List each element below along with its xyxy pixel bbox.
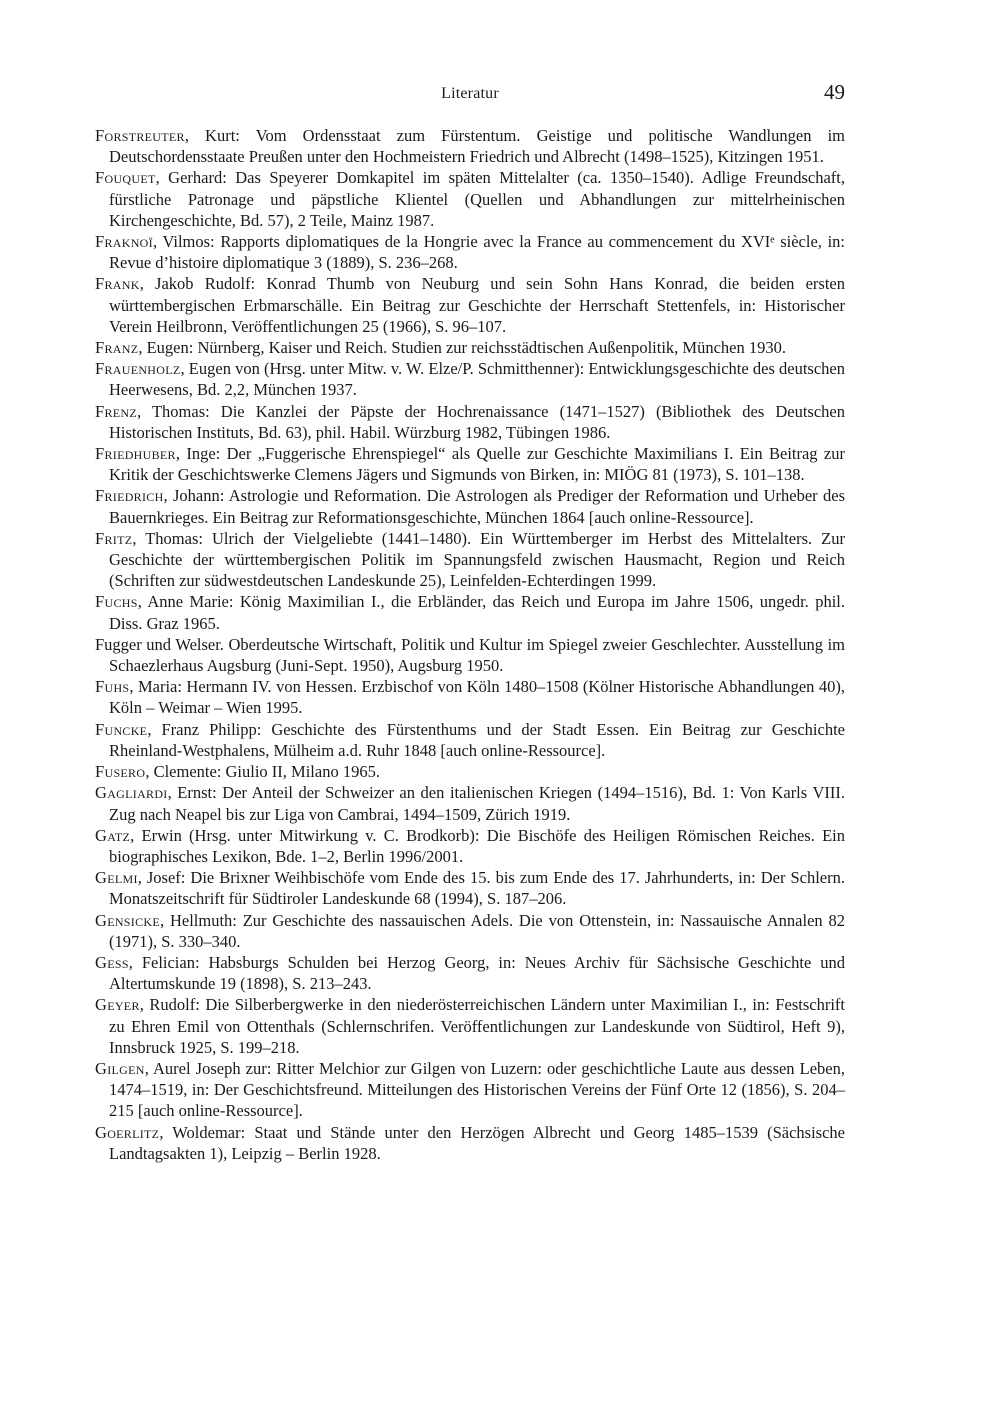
entry-text: , Felician: Habsburgs Schulden bei Herzog Georg, in: Neues Archiv für Sächsische Geschichte und Altertumskunde 19 (1898), S. 213–243.	[109, 952, 845, 994]
bibliography-entry	[95, 358, 845, 400]
entry-text: , Hellmuth: Zur Geschichte des nassauischen Adels. Die von Ottenstein, in: Nassauische Annalen 82 (1971), S. 330–340.	[109, 910, 845, 951]
entry-author: Fuhs	[95, 677, 130, 697]
running-head	[95, 80, 845, 108]
entry-author: Forstreuter	[95, 126, 185, 145]
page-number: 49	[824, 80, 845, 104]
entry-author: Fouquet	[95, 168, 156, 188]
entry-text: , Kurt: Vom Ordensstaat zum Fürstentum. Geistige und politische Wandlungen im Deutschordensstaate Preußen unter den Hochmeistern Friedrich und Albrecht (1498–1525), Kitzingen 1951.	[109, 126, 845, 167]
entry-text: , Maria: Hermann IV. von Hessen. Erzbischof von Köln 1480–1508 (Kölner Historische Abhandlungen 40), Köln – Weimar – Wien 1995.	[109, 677, 845, 718]
entry-author: Friedrich	[95, 486, 164, 506]
bibliography-entry	[95, 167, 845, 231]
entry-author: Frauenholz	[95, 359, 181, 379]
entry-author: Gatz	[95, 825, 131, 845]
entry-text: , Eugen: Nürnberg, Kaiser und Reich. Studien zur reichsstädtischen Außenpolitik, München 1930.	[138, 338, 786, 358]
bibliography-entry	[95, 401, 845, 443]
entry-author: Funcke	[95, 719, 148, 739]
bibliography-list	[95, 125, 845, 1164]
entry-text: , Vilmos: Rapports diplomatiques de la Hongrie avec la France au commencement du XVIᵉ siècle, in: Revue d’histoire diplomatique 3 (1889), S. 236–268.	[109, 232, 845, 273]
bibliography-entry	[95, 1122, 845, 1164]
bibliography-entry	[95, 443, 845, 485]
bibliography-entry	[95, 910, 845, 952]
entry-author: Gensicke	[95, 910, 160, 930]
bibliography-entry	[95, 591, 845, 633]
entry-text: , Aurel Joseph zur: Ritter Melchior zur Gilgen von Luzern: oder geschichtliche Laute aus dessen Leben, 1474–1519, in: Der Geschichtsfreund. Mitteilungen des Historischen Vereins der Fünf Orte 12 (1856), S. 204–215 [auch online-Ressource].	[109, 1058, 845, 1121]
bibliography-entry	[95, 676, 845, 718]
entry-text: , Inge: Der „Fuggerische Ehrenspiegel“ als Quelle zur Geschichte Maximilians I. Ein Beitrag zur Kritik der Geschichtswerke Clemens Jägers und Sigmunds von Birken, in: MIÖG 81 (1973), S. 101–138.	[109, 444, 845, 485]
bibliography-entry	[95, 782, 845, 824]
entry-author: Gagliardi	[95, 783, 168, 803]
entry-text: , Eugen von (Hrsg. unter Mitw. v. W. Elze/P. Schmitthenner): Entwicklungsgeschichte des deutschen Heerwesens, Bd. 2,2, München 1937.	[109, 359, 845, 400]
entry-text: , Clemente: Giulio II, Milano 1965.	[145, 762, 380, 782]
entry-author: Fraknoï	[95, 232, 153, 252]
entry-author: Gess	[95, 952, 129, 972]
running-title: Literatur	[441, 85, 499, 102]
entry-author: Gilgen	[95, 1058, 145, 1078]
bibliography-entry	[95, 867, 845, 909]
bibliography-entry	[95, 761, 845, 782]
entry-author: Frank	[95, 274, 140, 294]
bibliography-entry	[95, 125, 845, 167]
bibliography-entry	[95, 485, 845, 527]
entry-text: , Thomas: Ulrich der Vielgeliebte (1441–1480). Ein Württemberger im Herbst des Mittelalters. Zur Geschichte der württembergischen Politik im Spannungsfeld zwischen Hausmacht, Region und Reich (Schriften zur südwestdeutschen Landeskunde 25), Leinfelden-Echterdingen 1999.	[109, 528, 845, 591]
entry-text: , Josef: Die Brixner Weihbischöfe vom Ende des 15. bis zum Ende des 17. Jahrhunderts, in: Der Schlern. Monatszeitschrift für Südtiroler Landeskunde 68 (1994), S. 187–206.	[109, 868, 845, 909]
entry-text: , Gerhard: Das Speyerer Domkapitel im späten Mittelalter (ca. 1350–1540). Adlige Freundschaft, fürstliche Patronage und päpstliche Klientel (Quellen und Abhandlungen zur mittelrheinischen Kirchengeschichte, Bd. 57), 2 Teile, Mainz 1987.	[109, 168, 845, 230]
entry-author: Franz	[95, 338, 139, 358]
entry-text: , Thomas: Die Kanzlei der Päpste der Hochrenaissance (1471–1527) (Bibliothek des Deutschen Historischen Instituts, Bd. 63), phil. Habil. Würzburg 1982, Tübingen 1986.	[109, 401, 845, 442]
entry-author: Fuchs	[95, 592, 138, 612]
entry-author: Goerlitz	[95, 1122, 160, 1142]
bibliography-entry	[95, 273, 845, 337]
entry-author: Fusero	[95, 762, 146, 782]
entry-text: , Anne Marie: König Maximilian I., die Erbländer, das Reich und Europa im Jahre 1506, ungedr. phil. Diss. Graz 1965.	[109, 592, 845, 633]
bibliography-entry	[95, 634, 845, 676]
bibliography-entry	[95, 1058, 845, 1122]
entry-author: Fritz	[95, 528, 133, 548]
bibliography-entry	[95, 231, 845, 273]
bibliography-entry	[95, 952, 845, 994]
entry-author: Friedhuber	[95, 444, 176, 464]
entry-text: , Erwin (Hrsg. unter Mitwirkung v. C. Brodkorb): Die Bischöfe des Heiligen Römischen Reiches. Ein biographisches Lexikon, Bde. 1–2, Berlin 1996/2001.	[109, 825, 845, 866]
bibliography-entry	[95, 528, 845, 592]
entry-author: Frenz	[95, 401, 138, 421]
entry-author: Geyer	[95, 995, 140, 1015]
bibliography-entry	[95, 337, 845, 358]
entry-text: , Jakob Rudolf: Konrad Thumb von Neuburg und sein Sohn Hans Konrad, die beiden ersten württembergischen Erbmarschälle. Ein Beitrag zur Geschichte der Herrschaft Stettenfels, in: Historischer Verein Heilbronn, Veröffentlichungen 25 (1966), S. 96–107.	[109, 274, 845, 336]
entry-text: Fugger und Welser. Oberdeutsche Wirtschaft, Politik und Kultur im Spiegel zweier Geschlechter. Ausstellung im Schaezlerhaus Augsburg (Juni-Sept. 1950), Augsburg 1950.	[95, 634, 845, 676]
bibliography-entry	[95, 994, 845, 1058]
bibliography-entry	[95, 719, 845, 761]
entry-text: , Johann: Astrologie und Reformation. Die Astrologen als Prediger der Reformation und Urheber des Bauernkrieges. Ein Beitrag zur Reformationsgeschichte, München 1864 [auch online-Ressource].	[109, 486, 845, 527]
bibliography-entry	[95, 825, 845, 867]
entry-text: , Franz Philipp: Geschichte des Fürstenthums und der Stadt Essen. Ein Beitrag zur Geschichte Rheinland-Westphalens, Mülheim a.d. Ruhr 1848 [auch online-Ressource].	[109, 719, 845, 760]
entry-text: , Woldemar: Staat und Stände unter den Herzögen Albrecht und Georg 1485–1539 (Sächsische Landtagsakten 1), Leipzig – Berlin 1928.	[109, 1122, 845, 1163]
entry-author: Gelmi	[95, 868, 138, 888]
entry-text: , Ernst: Der Anteil der Schweizer an den italienischen Kriegen (1494–1516), Bd. 1: Von Karls VIII. Zug nach Neapel bis zur Liga von Cambrai, 1494–1509, Zürich 1919.	[109, 783, 845, 824]
entry-text: , Rudolf: Die Silberbergwerke in den niederösterreichischen Ländern unter Maximilian I., in: Festschrift zu Ehren Emil von Ottenthals (Schlernschrifen. Veröffentlichungen zur Landeskunde von Südtirol, Heft 9), Innsbruck 1925, S. 199–218.	[109, 995, 845, 1057]
